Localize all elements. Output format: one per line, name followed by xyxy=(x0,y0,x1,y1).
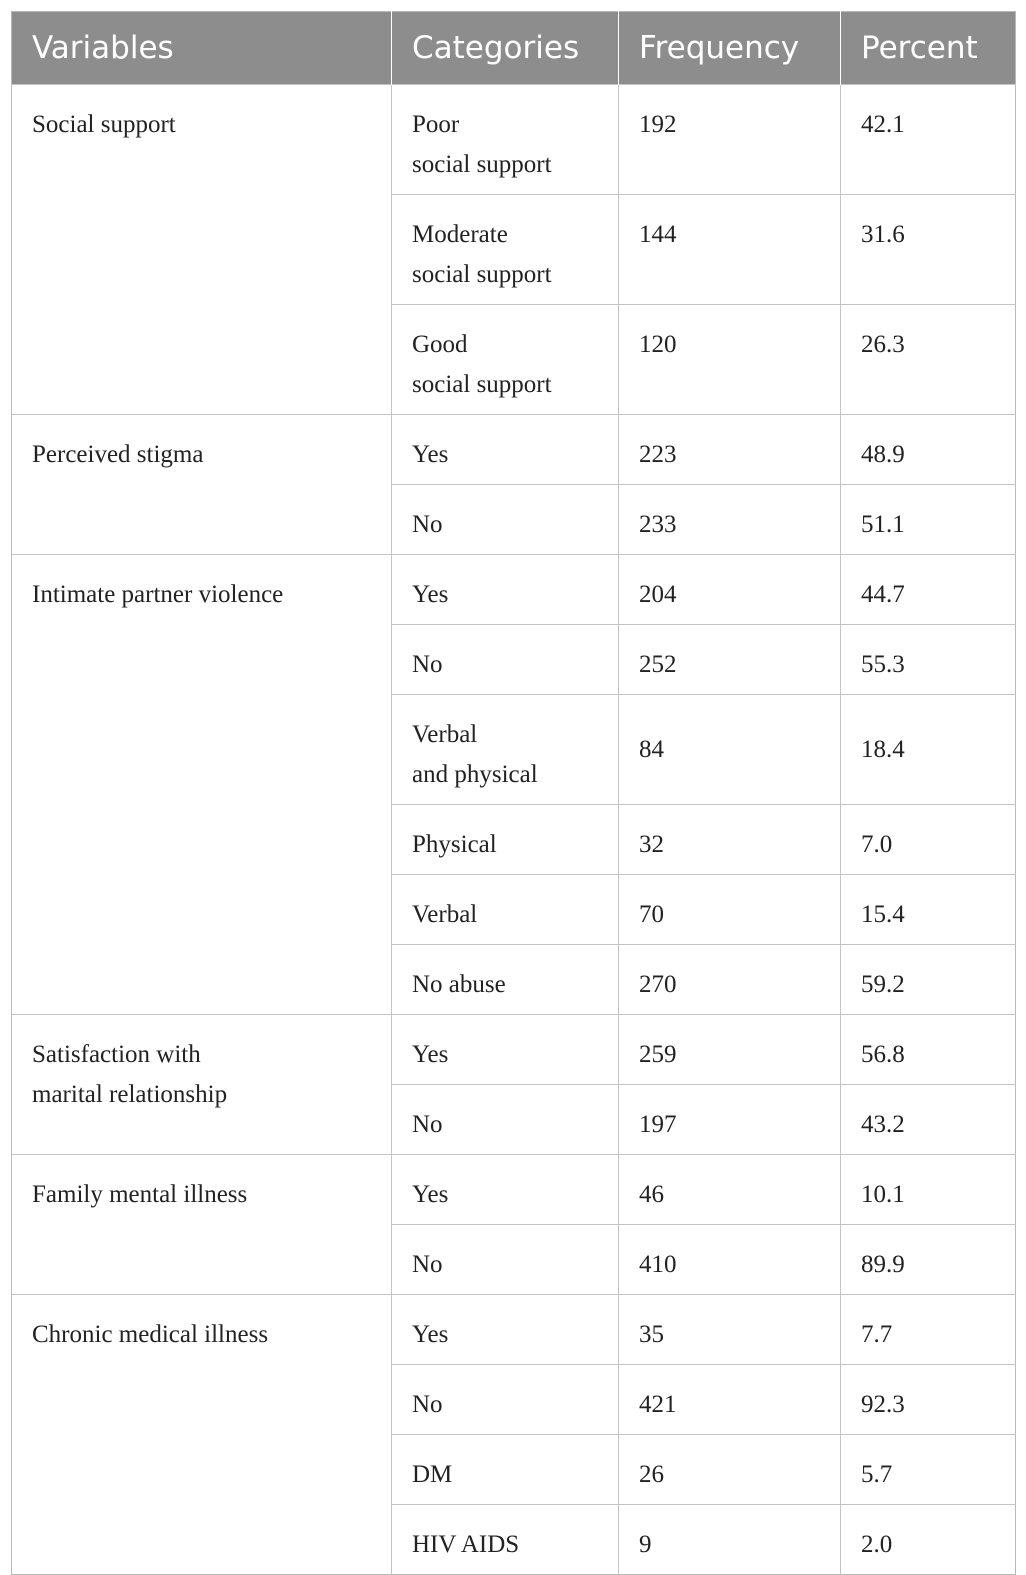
percent-cell: 48.9 xyxy=(841,415,1016,485)
header-categories: Categories xyxy=(392,12,619,85)
header-frequency: Frequency xyxy=(619,12,841,85)
category-line: Moderate xyxy=(412,221,508,248)
percent-cell: 56.8 xyxy=(841,1015,1016,1085)
variable-cell: Perceived stigma xyxy=(12,415,392,555)
category-cell: HIV AIDS xyxy=(392,1505,619,1575)
percent-cell: 55.3 xyxy=(841,625,1016,695)
category-line: Good xyxy=(412,331,468,358)
category-cell xyxy=(392,195,619,305)
percent-cell: 10.1 xyxy=(841,1155,1016,1225)
category-line: social support xyxy=(412,151,552,178)
category-cell: No xyxy=(392,625,619,695)
category-cell: Yes xyxy=(392,1295,619,1365)
frequency-cell: 270 xyxy=(619,945,841,1015)
variable-cell: Chronic medical illness xyxy=(12,1295,392,1575)
frequency-cell: 26 xyxy=(619,1435,841,1505)
category-cell xyxy=(392,305,619,415)
percent-cell: 89.9 xyxy=(841,1225,1016,1295)
category-line: Poor xyxy=(412,111,460,138)
category-line: Verbal xyxy=(412,721,478,748)
category-cell: Yes xyxy=(392,1155,619,1225)
category-cell: Physical xyxy=(392,805,619,875)
category-cell: DM xyxy=(392,1435,619,1505)
category-line: social support xyxy=(412,261,552,288)
percent-cell: 44.7 xyxy=(841,555,1016,625)
category-cell: No xyxy=(392,1365,619,1435)
variable-cell: Family mental illness xyxy=(12,1155,392,1295)
percent-cell: 5.7 xyxy=(841,1435,1016,1505)
frequency-cell: 70 xyxy=(619,875,841,945)
frequency-cell: 120 xyxy=(619,305,841,415)
table-header xyxy=(12,12,1016,85)
frequency-cell: 35 xyxy=(619,1295,841,1365)
frequency-cell: 204 xyxy=(619,555,841,625)
frequency-cell: 46 xyxy=(619,1155,841,1225)
category-cell: Yes xyxy=(392,1015,619,1085)
variable-cell: Social support xyxy=(12,85,392,415)
percent-cell: 7.0 xyxy=(841,805,1016,875)
data-table xyxy=(11,11,1016,1575)
table-row xyxy=(12,85,1016,195)
category-cell: No abuse xyxy=(392,945,619,1015)
category-cell: Verbal xyxy=(392,875,619,945)
percent-cell: 42.1 xyxy=(841,85,1016,195)
frequency-cell: 32 xyxy=(619,805,841,875)
percent-cell: 26.3 xyxy=(841,305,1016,415)
header-variables: Variables xyxy=(12,12,392,85)
table-body xyxy=(12,85,1016,1575)
header-row xyxy=(12,12,1016,85)
header-percent: Percent xyxy=(841,12,1016,85)
category-cell: No xyxy=(392,1085,619,1155)
variable-line: marital relationship xyxy=(32,1081,228,1108)
variable-cell xyxy=(12,1015,392,1155)
category-cell: No xyxy=(392,1225,619,1295)
category-cell: Yes xyxy=(392,415,619,485)
percent-cell: 43.2 xyxy=(841,1085,1016,1155)
category-cell xyxy=(392,85,619,195)
category-line: social support xyxy=(412,371,552,398)
frequency-cell: 223 xyxy=(619,415,841,485)
percent-cell: 92.3 xyxy=(841,1365,1016,1435)
frequency-cell: 144 xyxy=(619,195,841,305)
frequency-cell: 259 xyxy=(619,1015,841,1085)
frequency-cell: 197 xyxy=(619,1085,841,1155)
percent-cell: 2.0 xyxy=(841,1505,1016,1575)
category-cell xyxy=(392,695,619,805)
percent-cell: 31.6 xyxy=(841,195,1016,305)
frequency-cell: 233 xyxy=(619,485,841,555)
category-cell: Yes xyxy=(392,555,619,625)
percent-cell: 59.2 xyxy=(841,945,1016,1015)
variable-line: Satisfaction with xyxy=(32,1041,201,1068)
table-row xyxy=(12,1015,1016,1085)
frequency-cell: 192 xyxy=(619,85,841,195)
percent-cell: 15.4 xyxy=(841,875,1016,945)
percent-cell: 7.7 xyxy=(841,1295,1016,1365)
table-row xyxy=(12,1155,1016,1225)
category-line: and physical xyxy=(412,761,538,788)
table-row xyxy=(12,415,1016,485)
frequency-cell: 252 xyxy=(619,625,841,695)
table-row xyxy=(12,1295,1016,1365)
percent-cell: 18.4 xyxy=(841,695,1016,805)
frequency-cell: 9 xyxy=(619,1505,841,1575)
category-cell: No xyxy=(392,485,619,555)
variable-cell: Intimate partner violence xyxy=(12,555,392,1015)
frequency-cell: 410 xyxy=(619,1225,841,1295)
table-row xyxy=(12,555,1016,625)
percent-cell: 51.1 xyxy=(841,485,1016,555)
frequency-cell: 421 xyxy=(619,1365,841,1435)
frequency-cell: 84 xyxy=(619,695,841,805)
